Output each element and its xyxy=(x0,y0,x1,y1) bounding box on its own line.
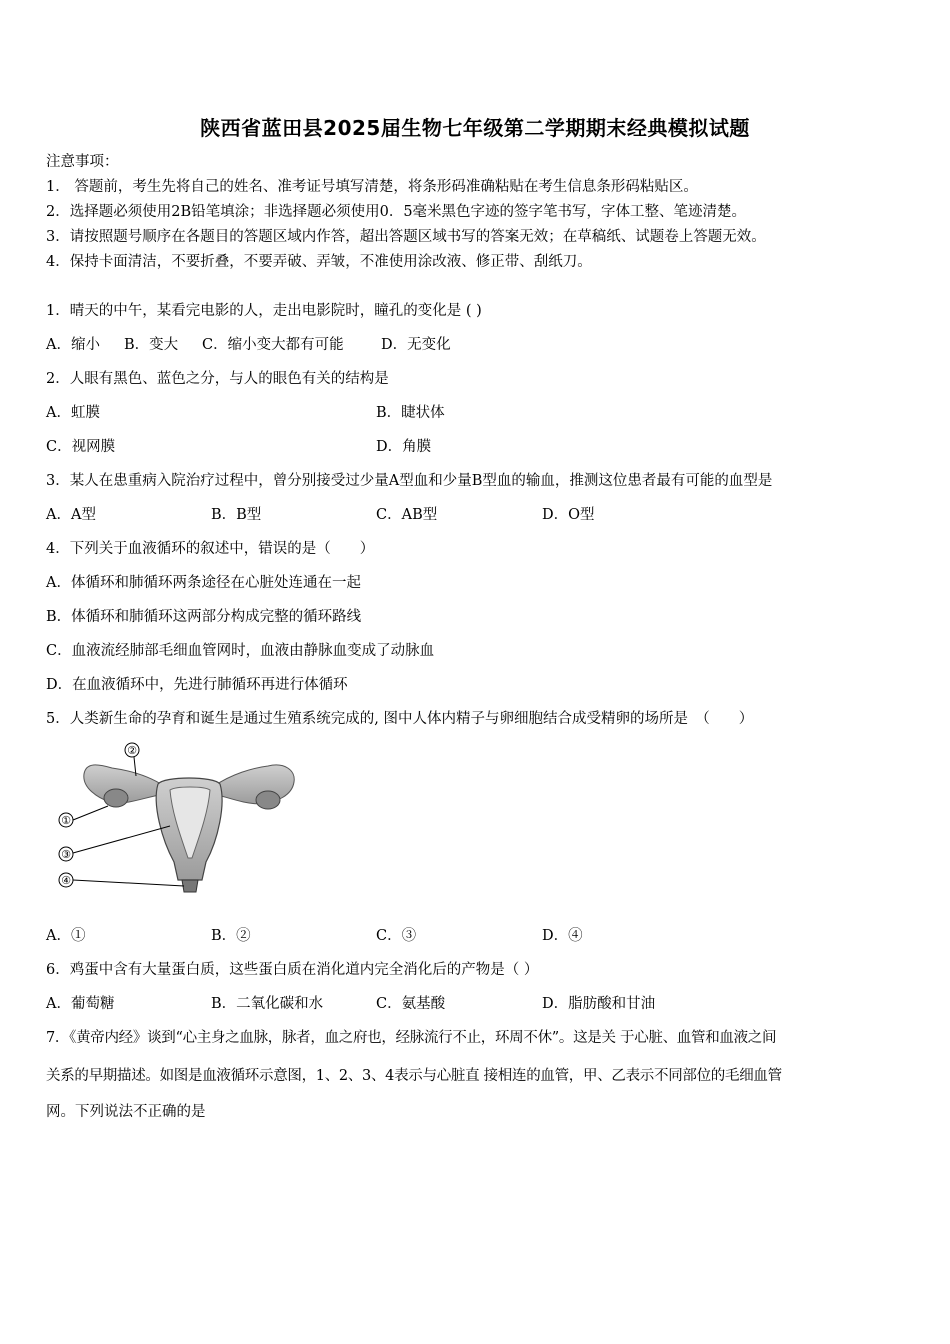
label-3-text: ③ xyxy=(61,848,71,861)
option-a: A．A型 xyxy=(46,507,96,523)
notice-item: 4．保持卡面清洁，不要折叠，不要弄破、弄皱，不准使用涂改液、修正带、刮纸刀。 xyxy=(46,254,592,270)
label-2-text: ② xyxy=(127,744,137,757)
option-c: C．血液流经肺部毛细血管网时，血液由静脉血变成了动脉血 xyxy=(46,643,435,659)
option-b: B．② xyxy=(211,928,251,944)
question-6-options xyxy=(46,994,906,1014)
option-a: A．虹膜 xyxy=(46,405,100,421)
option-a: A．① xyxy=(46,928,86,944)
notice-item: 2．选择题必须使用2B铅笔填涂；非选择题必须使用0．5毫米黑色字迹的签字笔书写，字体工整、笔迹清楚。 xyxy=(46,204,747,220)
option-b: B．B型 xyxy=(211,507,262,523)
question-2-options-row1 xyxy=(46,403,906,423)
option-c: C．视网膜 xyxy=(46,439,116,455)
label-1-text: ① xyxy=(61,814,71,827)
page-title: 陕西省蓝田县2025届生物七年级第二学期期末经典模拟试题 xyxy=(200,116,750,140)
option-b: B．二氧化碳和水 xyxy=(211,996,324,1012)
notice-item: 1． 答题前，考生先将自己的姓名、准考证号填写清楚，将条形码准确粘贴在考生信息条形码粘贴区。 xyxy=(46,179,698,195)
question-4-stem: 4．下列关于血液循环的叙述中，错误的是（ ） xyxy=(46,541,375,557)
label-4-text: ④ xyxy=(61,874,71,887)
label-1 xyxy=(59,806,108,827)
option-a: A．葡萄糖 xyxy=(46,996,115,1012)
uterus-diagram xyxy=(46,740,302,900)
option-d: D．无变化 xyxy=(381,337,451,353)
option-a: A．体循环和肺循环两条途径在心脏处连通在一起 xyxy=(46,575,361,591)
option-c: C．氨基酸 xyxy=(376,996,446,1012)
option-a: A．缩小 xyxy=(46,337,100,353)
label-3 xyxy=(59,826,170,861)
question-7-line: 网。下列说法不正确的是 xyxy=(46,1104,206,1120)
notice-item: 3．请按照题号顺序在各题目的答题区域内作答，超出答题区域书写的答案无效；在草稿纸、试题卷上答题无效。 xyxy=(46,229,766,245)
option-d: D．在血液循环中，先进行肺循环再进行体循环 xyxy=(46,677,348,693)
question-1-stem: 1．晴天的中午，某看完电影的人，走出电影院时，瞳孔的变化是 ( ) xyxy=(46,303,482,319)
option-d: D．脂肪酸和甘油 xyxy=(542,996,656,1012)
right-ovary xyxy=(256,791,280,809)
question-3-options xyxy=(46,505,906,525)
option-c: C．缩小变大都有可能 xyxy=(202,337,344,353)
option-b: B．体循环和肺循环这两部分构成完整的循环路线 xyxy=(46,609,362,625)
option-d: D．角膜 xyxy=(376,439,432,455)
question-5-stem: 5．人类新生命的孕育和诞生是通过生殖系统完成的, 图中人体内精子与卵细胞结合成受精卵的场所是 （ ） xyxy=(46,711,754,727)
question-2-options-row2 xyxy=(46,437,906,457)
notice-heading: 注意事项： xyxy=(46,154,119,170)
option-c: C．AB型 xyxy=(376,507,438,523)
option-d: D．O型 xyxy=(542,507,595,523)
option-d: D．④ xyxy=(542,928,583,944)
question-7-line: 7．《黄帝内经》谈到“心主身之血脉，脉者，血之府也，经脉流行不止，环周不休”。这是关 于心脏、血管和血液之间 xyxy=(46,1030,777,1046)
question-3-stem: 3．某人在患重病入院治疗过程中，曾分别接受过少量A型血和少量B型血的输血，推测这位患者最有可能的血型是 xyxy=(46,473,773,489)
option-b: B．变大 xyxy=(124,337,179,353)
question-1-options xyxy=(46,335,906,355)
right-fallopian-tube xyxy=(214,765,294,804)
option-b: B．睫状体 xyxy=(376,405,445,421)
vagina xyxy=(182,880,198,892)
question-6-stem: 6．鸡蛋中含有大量蛋白质，这些蛋白质在消化道内完全消化后的产物是（ ） xyxy=(46,962,539,978)
option-c: C．③ xyxy=(376,928,417,944)
left-ovary xyxy=(104,789,128,807)
question-5-options xyxy=(46,926,906,946)
question-2-stem: 2．人眼有黑色、蓝色之分，与人的眼色有关的结构是 xyxy=(46,371,389,387)
label-4 xyxy=(59,873,184,887)
question-7-line: 关系的早期描述。如图是血液循环示意图，1、2、3、4表示与心脏直 接相连的血管，甲、乙表示不同部位的毛细血管 xyxy=(46,1068,782,1084)
